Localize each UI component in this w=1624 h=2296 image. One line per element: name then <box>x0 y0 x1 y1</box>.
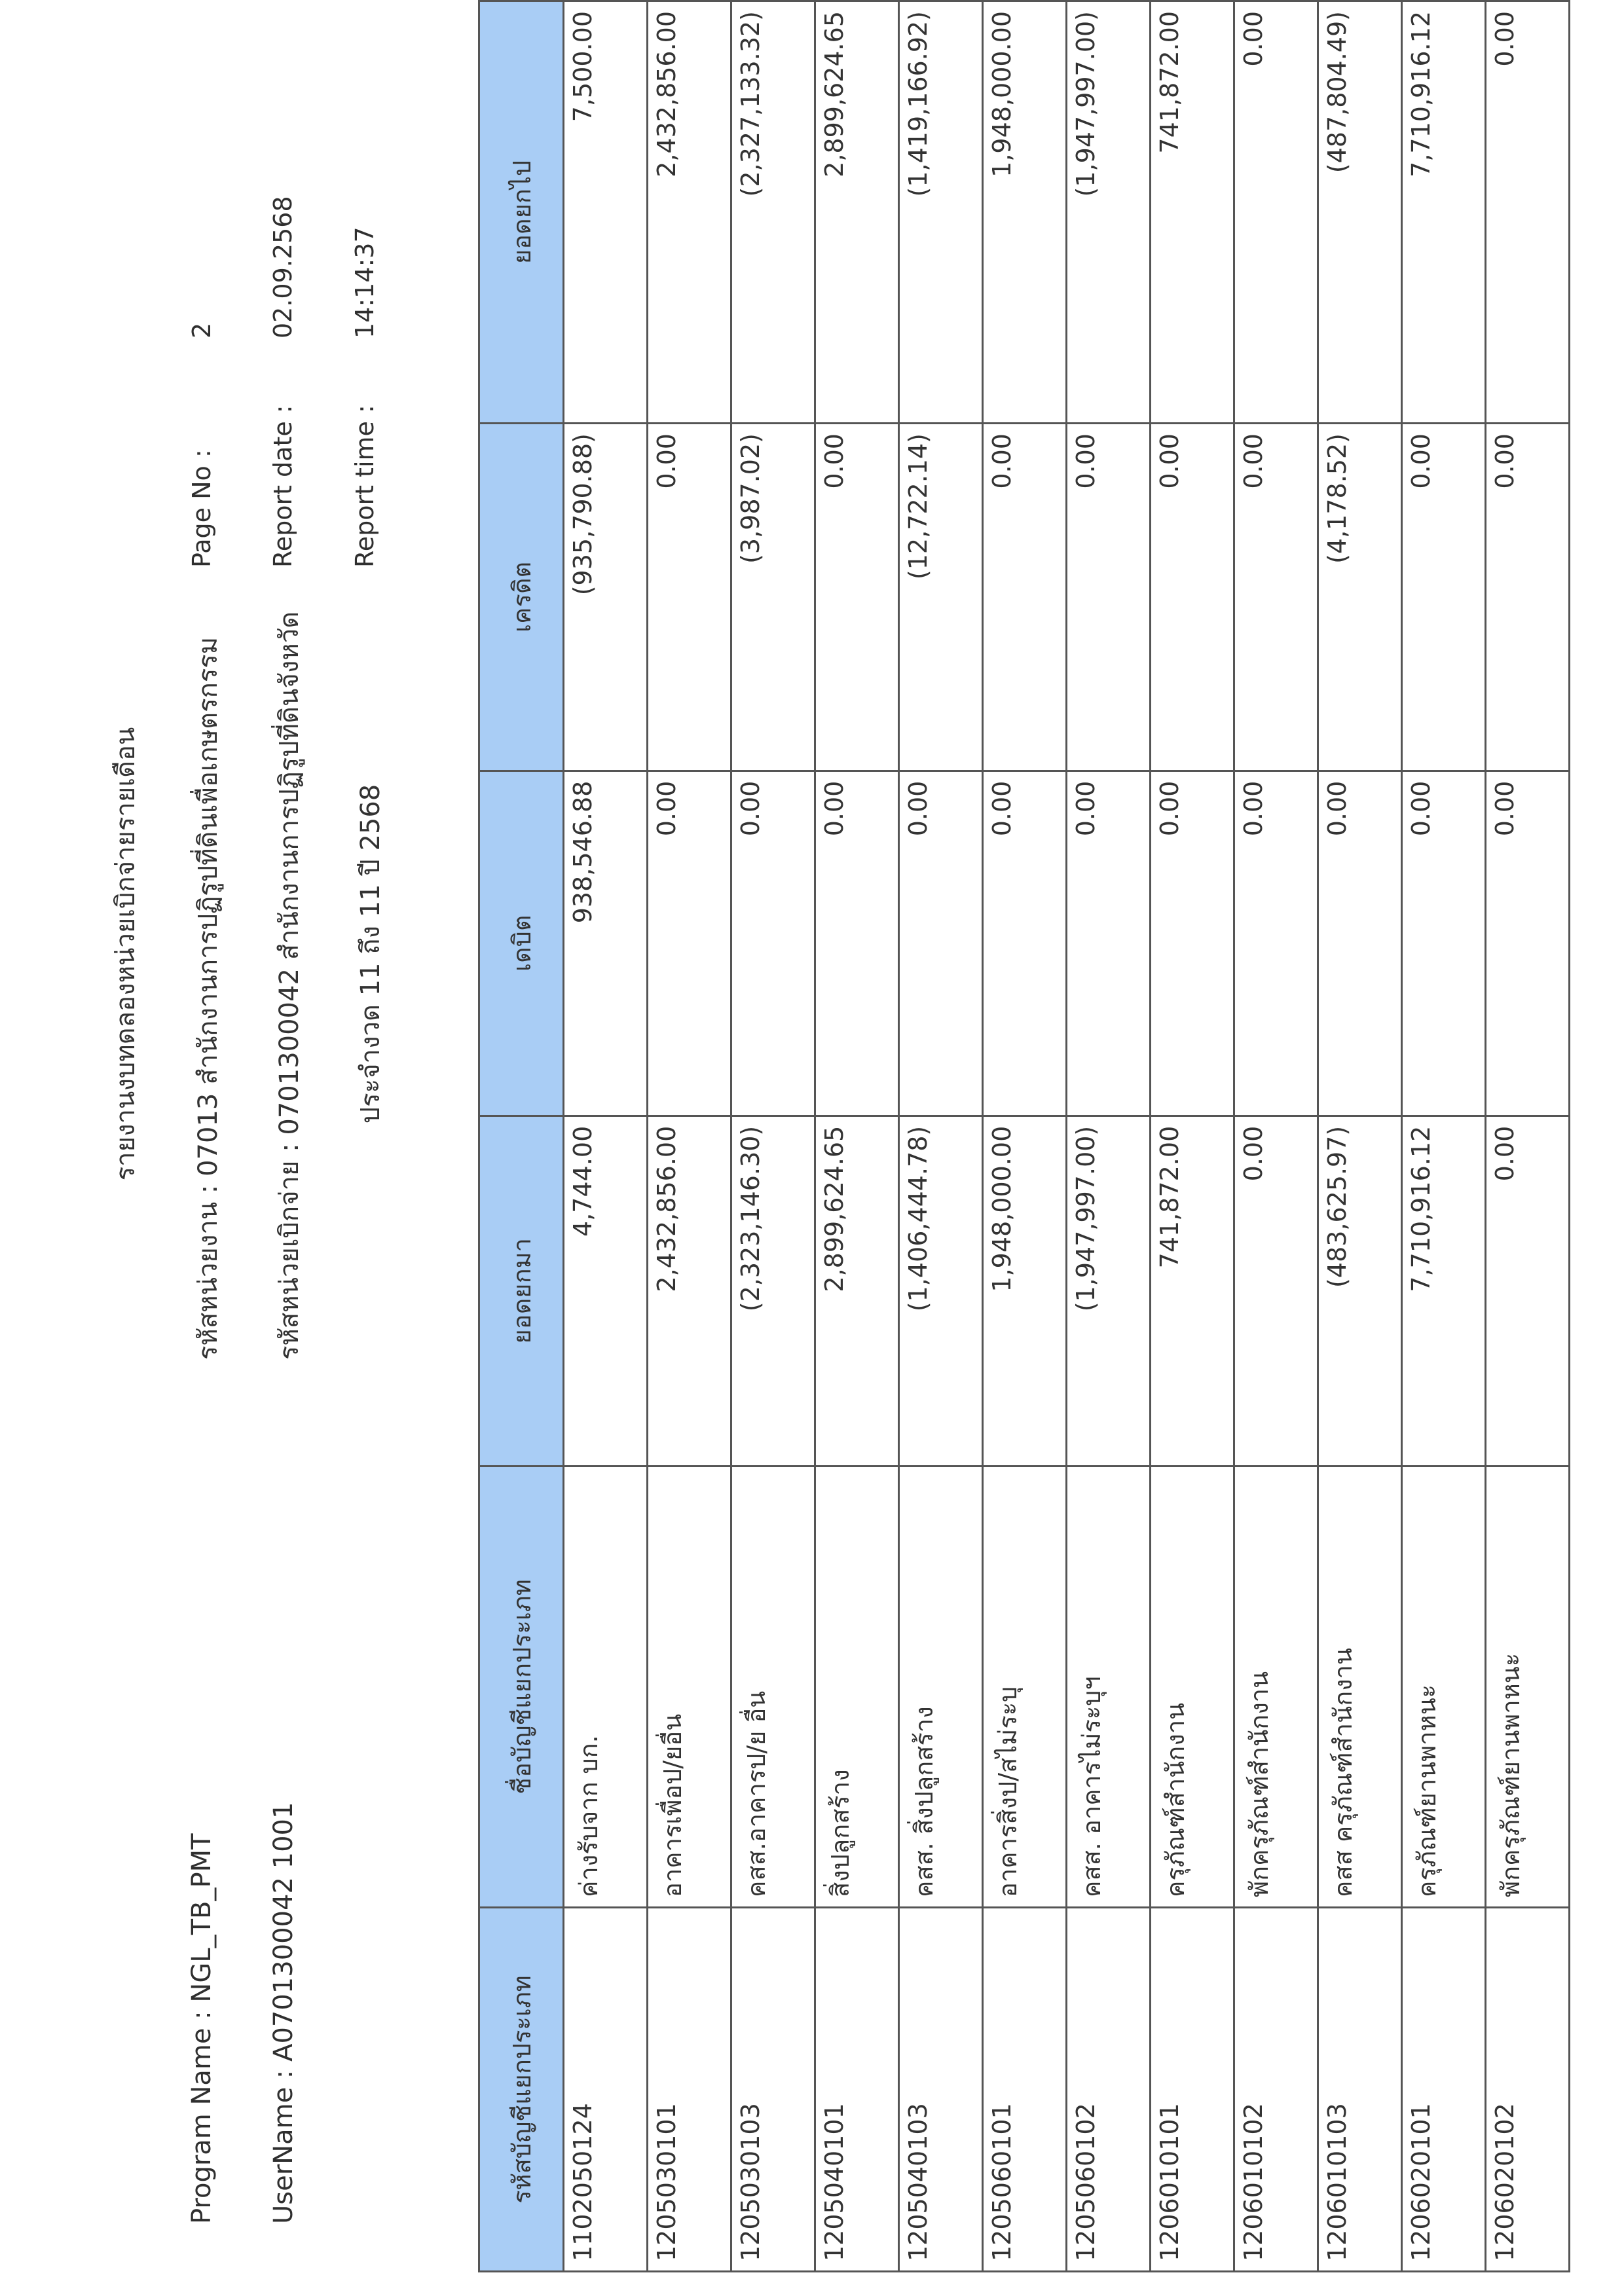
brought-forward-cell: 0.00 <box>1234 1116 1318 1466</box>
carried-forward-cell: (1,947,997.00) <box>1067 1 1151 424</box>
carried-forward-cell: 1,948,000.00 <box>983 1 1067 424</box>
debit-cell: 0.00 <box>1067 771 1151 1116</box>
brought-forward-cell: 741,872.00 <box>1151 1116 1234 1466</box>
account-name-cell: คสส.อาคารป/ย อื่น <box>731 1466 815 1907</box>
brought-forward-cell: 4,744.00 <box>564 1116 648 1466</box>
carried-forward-cell: 741,872.00 <box>1151 1 1234 424</box>
page-no-label: Page No : <box>187 449 216 568</box>
account-code-cell: 1206010101 <box>1151 1908 1234 2272</box>
account-code-cell: 1205040101 <box>815 1908 899 2272</box>
credit-cell: (4,178.52) <box>1318 424 1402 771</box>
program-name: Program Name : NGL_TB_PMT <box>187 1833 217 2224</box>
report-time-label: Report time : <box>350 405 379 568</box>
period-line: ประจำงวด 11 ถึง 11 ปี 2568 <box>356 784 386 1124</box>
carried-forward-cell: (2,327,133.32) <box>731 1 815 424</box>
report-title: รายงานงบทดลองหน่วยเบิกจ่ายรายเดือน <box>111 727 141 1181</box>
column-header-code: รหัสบัญชีแยกประเภท <box>479 1908 564 2272</box>
brought-forward-cell: 1,948,000.00 <box>983 1116 1067 1466</box>
carried-forward-cell: 2,899,624.65 <box>815 1 899 424</box>
table-row <box>1151 1 1234 2272</box>
table-row <box>731 1 815 2272</box>
brought-forward-cell: (1,406,444.78) <box>899 1116 983 1466</box>
account-code-cell: 1206010103 <box>1318 1908 1402 2272</box>
table-row <box>1402 1 1486 2272</box>
debit-cell: 0.00 <box>648 771 731 1116</box>
table-row <box>1234 1 1318 2272</box>
agency-line: รหัสหน่วยงาน : 07013 สำนักงานการปฏิรูปที่ดินเพื่อเกษตรกรรม <box>193 636 223 1360</box>
debit-cell: 938,546.88 <box>564 771 648 1116</box>
credit-cell: 0.00 <box>1151 424 1234 771</box>
column-header-name: ชื่อบัญชีแยกประเภท <box>479 1466 564 1907</box>
credit-cell: (935,790.88) <box>564 424 648 771</box>
account-name-cell: สิ่งปลูกสร้าง <box>815 1466 899 1907</box>
report-date-value: 02.09.2568 <box>268 196 297 338</box>
table-row <box>564 1 648 2272</box>
account-code-cell: 1205040103 <box>899 1908 983 2272</box>
carried-forward-cell: 2,432,856.00 <box>648 1 731 424</box>
debit-cell: 0.00 <box>731 771 815 1116</box>
account-name-cell: คสส. อาคารไม่ระบุฯ <box>1067 1466 1151 1907</box>
credit-cell: (3,987.02) <box>731 424 815 771</box>
brought-forward-cell: (2,323,146.30) <box>731 1116 815 1466</box>
table-header-row <box>479 1 564 2272</box>
credit-cell: 0.00 <box>1486 424 1570 771</box>
account-code-cell: 1205060102 <box>1067 1908 1151 2272</box>
account-name-cell: ค่างรับจาก บก. <box>564 1466 648 1907</box>
debit-cell: 0.00 <box>1486 771 1570 1116</box>
column-header-carried-forward: ยอดยกไป <box>479 1 564 424</box>
account-code-cell: 1102050124 <box>564 1908 648 2272</box>
table-row <box>648 1 731 2272</box>
table-body <box>564 1 1570 2272</box>
carried-forward-cell: 7,500.00 <box>564 1 648 424</box>
debit-cell: 0.00 <box>1402 771 1486 1116</box>
disbursing-unit-line: รหัสหน่วยเบิกจ่าย : 0701300042 สำนักงานการปฏิรูปที่ดินจังหวัด <box>274 611 304 1360</box>
credit-cell: 0.00 <box>983 424 1067 771</box>
debit-cell: 0.00 <box>1318 771 1402 1116</box>
account-code-cell: 1206020101 <box>1402 1908 1486 2272</box>
account-name-cell: อาคารสิ่งป/สไม่ระบุ <box>983 1466 1067 1907</box>
report-time-value: 14:14:37 <box>350 227 379 338</box>
trial-balance-table <box>478 0 1570 2272</box>
page-no-value: 2 <box>187 322 216 338</box>
carried-forward-cell: 7,710,916.12 <box>1402 1 1486 424</box>
brought-forward-cell: (1,947,997.00) <box>1067 1116 1151 1466</box>
table-row <box>1067 1 1151 2272</box>
carried-forward-cell: (487,804.49) <box>1318 1 1402 424</box>
carried-forward-cell: 0.00 <box>1486 1 1570 424</box>
carried-forward-cell: (1,419,166.92) <box>899 1 983 424</box>
brought-forward-cell: 0.00 <box>1486 1116 1570 1466</box>
credit-cell: (12,722.14) <box>899 424 983 771</box>
brought-forward-cell: (483,625.97) <box>1318 1116 1402 1466</box>
account-name-cell: คสส. สิ่งปลูกสร้าง <box>899 1466 983 1907</box>
account-code-cell: 1206010102 <box>1234 1908 1318 2272</box>
table-row <box>1318 1 1402 2272</box>
account-name-cell: ครุภัณฑ์ยานพาหนะ <box>1402 1466 1486 1907</box>
column-header-debit: เดบิต <box>479 771 564 1116</box>
account-name-cell: พักครุภัณฑ์สำนักงาน <box>1234 1466 1318 1907</box>
account-code-cell: 1205060101 <box>983 1908 1067 2272</box>
column-header-brought-forward: ยอดยกมา <box>479 1116 564 1466</box>
account-name-cell: พักครุภัณฑ์ยานพาหนะ <box>1486 1466 1570 1907</box>
account-code-cell: 1205030101 <box>648 1908 731 2272</box>
table-row <box>815 1 899 2272</box>
debit-cell: 0.00 <box>983 771 1067 1116</box>
account-name-cell: ครุภัณฑ์สำนักงาน <box>1151 1466 1234 1907</box>
user-name: UserName : A0701300042 1001 <box>268 1802 299 2224</box>
debit-cell: 0.00 <box>899 771 983 1116</box>
credit-cell: 0.00 <box>1234 424 1318 771</box>
debit-cell: 0.00 <box>815 771 899 1116</box>
table-row <box>983 1 1067 2272</box>
carried-forward-cell: 0.00 <box>1234 1 1318 424</box>
brought-forward-cell: 2,432,856.00 <box>648 1116 731 1466</box>
brought-forward-cell: 2,899,624.65 <box>815 1116 899 1466</box>
report-date-label: Report date : <box>268 405 297 568</box>
credit-cell: 0.00 <box>815 424 899 771</box>
account-name-cell: คสส ครุภัณฑ์สำนักงาน <box>1318 1466 1402 1907</box>
column-header-credit: เครดิต <box>479 424 564 771</box>
debit-cell: 0.00 <box>1234 771 1318 1116</box>
brought-forward-cell: 7,710,916.12 <box>1402 1116 1486 1466</box>
credit-cell: 0.00 <box>1067 424 1151 771</box>
credit-cell: 0.00 <box>648 424 731 771</box>
account-name-cell: อาคารเพื่อป/ยอื่น <box>648 1466 731 1907</box>
account-code-cell: 1206020102 <box>1486 1908 1570 2272</box>
account-code-cell: 1205030103 <box>731 1908 815 2272</box>
credit-cell: 0.00 <box>1402 424 1486 771</box>
table-row <box>899 1 983 2272</box>
debit-cell: 0.00 <box>1151 771 1234 1116</box>
table-row <box>1486 1 1570 2272</box>
